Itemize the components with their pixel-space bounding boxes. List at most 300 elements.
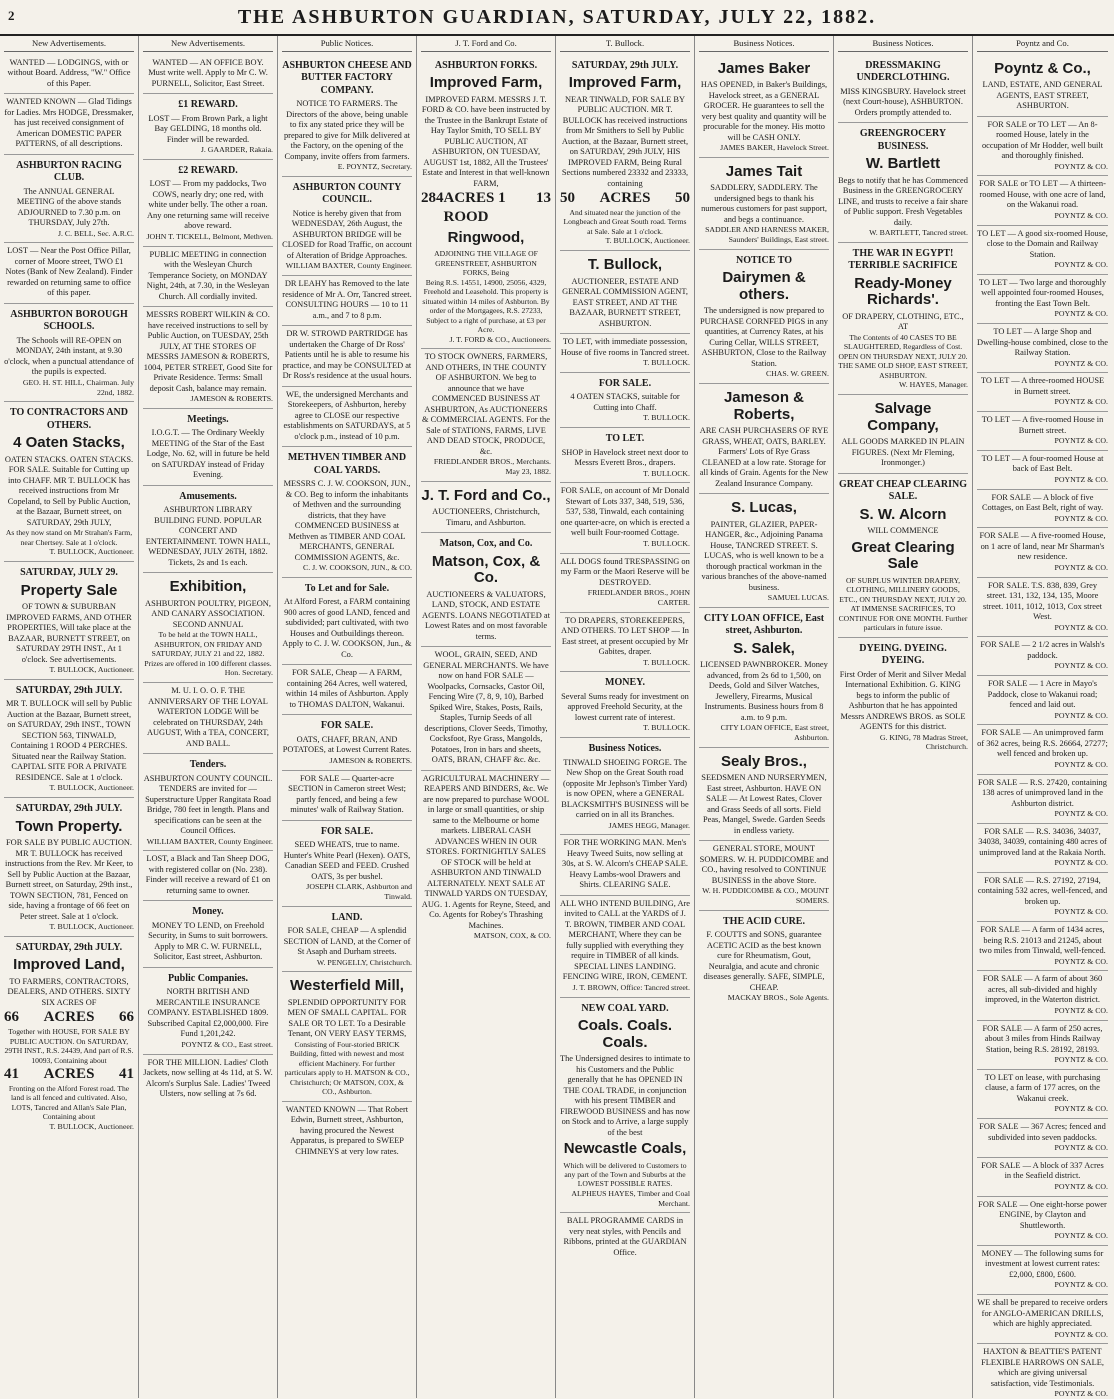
ad-signature: POYNTZ & CO.: [1054, 513, 1108, 523]
advertisement: [282, 326, 412, 387]
advertisement: [143, 573, 273, 683]
advertisement: [4, 402, 134, 562]
advertisement: [560, 334, 690, 373]
ad-body: FOR SALE, CHEAP — A splendid SECTION of LAND, at the Corner of St Asaph and Durham streets.: [283, 926, 411, 957]
ad-body: FOR SALE — 367 Acres; fenced and subdivided into seven paddocks.: [979, 1122, 1106, 1142]
ad-display-line: Jameson & Roberts,: [723, 389, 805, 423]
ad-body: TO LET — A five-roomed House in Burnett street.: [981, 415, 1104, 435]
ad-signature: WILLIAM BAXTER, County Engineer.: [285, 261, 412, 271]
column-header: Public Notices.: [282, 38, 412, 52]
ad-signature: T. BULLOCK.: [643, 538, 690, 548]
advertisement: [282, 1102, 412, 1162]
ad-body: ARE CASH PURCHASERS OF RYE GRASS, WHEAT, OATS, BARLEY. Farmers' Lots of Rye Grass CLEANED at a low rate. Storage for all kinds of Grain. Agents for the New Zealand Insurance Company.: [699, 426, 829, 488]
advertisement: [977, 373, 1108, 412]
advertisement: [699, 384, 829, 494]
ad-signature: POYNTZ & CO.: [1054, 397, 1108, 407]
advertisement: [838, 474, 968, 638]
ad-body: BALL PROGRAMME CARDS in very neat styles, with Pencils and Ribbons, printed at the GUARDIAN Office.: [563, 1216, 687, 1257]
ad-heading: £1 REWARD.: [178, 99, 238, 111]
ad-body-2: To be held at the TOWN HALL, ASHBURTON, ON FRIDAY AND SATURDAY, JULY 21 and 22, 1882. Prizes are offered in 100 different classes.: [144, 630, 272, 668]
ad-body: FOR THE WORKING MAN. Men's Heavy Tweed Suits, now selling at 30s, at S. W. Alcorn's CHEAP SALE. Heavy Lambs-wool Drawers and Shirts. CLEARING SALE.: [562, 838, 688, 890]
ad-body: LAND, ESTATE, AND GENERAL AGENTS, EAST STREET, ASHBURTON.: [982, 80, 1103, 111]
ad-signature: SADDLER AND HARNESS MAKER, Saunders' Buildings, East street.: [705, 225, 829, 245]
advertisement: [282, 665, 412, 715]
ad-figure: ACRES: [43, 1009, 95, 1026]
ad-signature: T. BULLOCK.: [643, 468, 690, 478]
ad-signature: POYNTZ & CO.: [1054, 260, 1108, 270]
advertisement: [977, 676, 1108, 725]
ad-body: The Undersigned desires to intimate to his Customers and the Public generally that he has OPENED IN THE COAL TRADE, in conjunction with his present TIMBER and FIREWOOD BUSINESS and has now on Stock and to Arrive, a large supply of the best: [560, 1054, 691, 1137]
ad-heading: Business Notices.: [588, 743, 662, 755]
ad-figure: ACRES: [599, 190, 651, 207]
ad-figure: ACRES 1 ROOD: [443, 190, 506, 225]
ad-figure-row-2: [4, 1065, 134, 1084]
ad-body: FOR SALE or TO LET — A thirteen-roomed House, with one acre of land, on the Wakanui road.: [979, 179, 1106, 210]
advertisement: [838, 123, 968, 243]
ad-body-2: Which will be delivered to Customers to any part of the Town and Suburbs at the LOWEST POSSIBLE RATES.: [563, 1160, 687, 1189]
ad-body: PAINTER, GLAZIER, PAPER-HANGER, &c., Adjoining Panama House, TANCRED STREET. S. LUCAS, who is well known to be a thorough practical workman in the various branches of the above-named business.: [701, 519, 827, 592]
advertisement: [977, 1119, 1108, 1158]
advertisement: [143, 968, 273, 1055]
ad-signature: POYNTZ & CO.: [1054, 1329, 1108, 1339]
ad-body: FOR SALE — 1 Acre in Mayo's Paddock, close to Wakanui road; fenced and laid out.: [987, 679, 1098, 710]
advertisement: [699, 494, 829, 608]
advertisement: [560, 373, 690, 428]
column-header: Poyntz and Co.: [977, 38, 1108, 52]
ad-body: FOR SALE BY PUBLIC AUCTION. MR T. BULLOCK has received instructions from the Rev. Mr Keer, to Sell by Public Auction at the Bazaar, Burnett street, on Saturday, 29th inst., TOWN SECTION, 781, Fenced on side, having a frontage of 66 feet on Peter street. Sale at 1 o'clock.: [5, 838, 133, 921]
ad-signature: POYNTZ & CO.: [1054, 759, 1108, 769]
ad-body: Several Sums ready for investment on approved Freehold Security, at the lowest current rate of interest.: [561, 691, 689, 722]
ad-signature: J. C. BELL, Sec. A.R.C.: [57, 228, 134, 238]
advertisement: [699, 55, 829, 158]
ad-signature: POYNTZ & CO.: [1054, 1104, 1108, 1114]
advertisement: [4, 304, 134, 402]
ad-signature: POYNTZ & CO.: [1054, 956, 1108, 966]
ad-body: OATEN STACKS. OATEN STACKS. FOR SALE. Suitable for Cutting up into CHAFF. MR T. BULLOCK has received instructions from Mr Copeland, to Sell by Public Auction, at the Bazaar, Burnett street, on SATURDAY, 29th JULY,: [4, 454, 134, 527]
advertisement: [977, 528, 1108, 577]
advertisement: [560, 998, 690, 1214]
ad-signature: T. BULLOCK, Auctioneer.: [49, 665, 134, 675]
ad-signature: JOSEPH CLARK, Ashburton and Tinwald.: [306, 882, 412, 901]
ad-body-2: And situated near the junction of the Longbeach and Great South road. Terms at Sale. Sale at 1 o'clock.: [563, 207, 687, 236]
ad-body: FOR SALE — R.S. 27192, 27194, containing 532 acres, well-fenced, and broken up.: [977, 875, 1108, 906]
advertisement: [560, 835, 690, 896]
ad-signature: JAMES HEGG, Manager.: [608, 820, 690, 830]
ad-body: TO LET — A good six-roomed House, close to the Domain and Railway Station.: [977, 228, 1108, 259]
advertisement: [838, 638, 968, 756]
ad-display-line-2: Great Clearing Sale: [851, 538, 955, 573]
ad-body: I.O.G.T. — The Ordinary Weekly MEETING of the Star of the East Lodge, No. 62, will in future be held on SATURDAY instead of Friday Evening.: [146, 428, 270, 480]
advertisement: [4, 243, 134, 304]
advertisement: [282, 276, 412, 326]
advertisement: [143, 1055, 273, 1104]
ad-signature: GEO. H. ST. HILL, Chairman. July 22nd, 1882.: [22, 377, 134, 397]
ad-signature: W. H. PUDDICOMBE & CO., MOUNT SOMERS.: [702, 886, 829, 906]
ad-body: The undersigned is now prepared to PURCHASE CORNFED PIGS in any quantities, at Currency Rates, at his Curing Cellar, WILLS STREET, ASHBURTON, Close to the Railway Station.: [700, 306, 828, 368]
advertisement: [699, 158, 829, 250]
ad-signature: T. BULLOCK.: [643, 723, 690, 733]
advertisement: [699, 748, 829, 842]
advertisement: [282, 715, 412, 770]
ad-signature: POYNTZ & CO.: [1054, 710, 1108, 720]
ad-signature: MATSON, COX, & CO.: [473, 931, 551, 941]
ad-signature: POYNTZ & CO.: [1054, 1389, 1108, 1398]
ad-signature: POYNTZ & CO.: [1054, 907, 1108, 917]
ad-signature: POYNTZ & CO.: [1054, 1280, 1108, 1290]
advertisement: [838, 55, 968, 124]
ad-body: FOR SALE — 2 1/2 acres in Walsh's paddock.: [980, 640, 1105, 660]
ad-body: F. COUTTS and SONS, guarantee ACETIC ACID as the best known cure for Rheumatism, Gout, Neuralgia, and acute and chronic diseases generally. SAFE, SIMPLE, CHEAP.: [703, 930, 825, 992]
ad-body: AUCTIONEER, ESTATE AND GENERAL COMMISSION AGENT, EAST STREET, AND AT THE BAZAAR, BURNETT STREET, ASHBURTON.: [562, 276, 688, 328]
ad-heading: Matson, Cox, and Co.: [439, 538, 533, 550]
ad-display-line: Salvage Company,: [867, 400, 939, 434]
ad-signature: POYNTZ & CO.: [1054, 474, 1108, 484]
ad-display-line: James Baker: [717, 59, 811, 77]
ad-signature: FRIEDLANDER BROS., Merchants. May 23, 1882.: [433, 457, 551, 477]
ad-body: FOR SALE, Cheap — A FARM, containing 264 Acres, well watered, within 14 miles of Ashburton. Apply to THOMAS DALTON, Wakanui.: [285, 668, 409, 709]
ad-heading: FOR SALE.: [598, 377, 652, 389]
ad-heading: TO LET.: [605, 433, 645, 445]
column-2: [139, 36, 278, 1398]
ad-body: FOR SALE — An unimproved farm of 362 acres, being R.S. 26664, 27277; well fenced and broken up.: [977, 728, 1108, 759]
advertisement: [977, 226, 1108, 275]
advertisement: [977, 873, 1108, 922]
ad-body: WOOL, GRAIN, SEED, AND GENERAL MERCHANTS. We have now on hand FOR SALE — Woolpacks, Cornsacks, Castor Oil, Fencing Wire (7, 8, 9, 10), Barbed Spiked Wire, Stakes, Posts, Rails, Staples, Turnip Seeds of all descriptions, Clover Seeds, Timothy, Cocksfoot, Rye Grass, Mangolds, Potatoes, Iron in bars and sheets, OATS, BRAN, CHAFF &c. &c.: [423, 650, 549, 765]
ad-signature: POYNTZ & CO.: [1054, 309, 1108, 319]
ad-signature: T. BULLOCK, Auctioneer.: [49, 547, 134, 557]
column-header: Business Notices.: [838, 38, 968, 52]
newspaper-title: THE ASHBURTON GUARDIAN, SATURDAY, JULY 22, 1882.: [237, 6, 877, 28]
ad-heading: Tenders.: [189, 759, 227, 771]
ad-signature: JAMES BAKER, Havelock Street.: [720, 143, 829, 153]
advertisement: [143, 754, 273, 851]
ad-display-line: Ready-Money Richards'.: [854, 274, 952, 309]
ad-body: Begs to notify that he has Commenced Business in the GREENGROCERY LINE, and trusts to receive a fair share of Public support. Fresh Vegetables daily.: [838, 175, 968, 227]
ad-heading: SATURDAY, 29th JULY.: [571, 59, 679, 71]
ad-display-line: Sealy Bros.,: [721, 752, 807, 770]
advertisement: [282, 387, 412, 448]
column-header: New Advertisements.: [4, 38, 134, 52]
ad-body: FOR SALE, on account of Mr Donald Stewart of Lots 337, 348, 519, 536, 537, 538, Tinwald, each containing one quarter-acre, on which is erected a well built Four-roomed Cottage.: [560, 486, 690, 538]
advertisement: [4, 94, 134, 155]
ad-heading: ASHBURTON FORKS.: [434, 59, 538, 71]
advertisement: [977, 176, 1108, 225]
ad-heading: SATURDAY, 29th JULY.: [15, 684, 123, 696]
ad-body: OATS, CHAFF, BRAN, AND POTATOES, at Lowest Current Rates.: [282, 734, 412, 755]
ad-signature: POYNTZ & CO.: [1054, 1181, 1108, 1191]
advertisement: [143, 683, 273, 754]
ad-body: ALL WHO INTEND BUILDING, Are invited to CALL at the YARDS of J. T. BROWN, TIMBER AND COAL MERCHANT, Where they can be fully supplied with everything they require in TIMBER of all kinds. SPECIAL LINES LANDING. FENCING WIRE, IRON, CEMENT.: [560, 898, 691, 982]
advertisement: [4, 937, 134, 1136]
ad-heading: LAND.: [331, 911, 363, 923]
advertisement: [560, 613, 690, 673]
column-5: [556, 36, 695, 1398]
ad-heading: GREAT CHEAP CLEARING SALE.: [839, 478, 967, 503]
ad-body: GENERAL STORE, MOUNT SOMERS. W. H. PUDDICOMBE and CO., having resolved to CONTINUE BUSINESS in the above Store.: [699, 844, 829, 885]
advertisement: [560, 896, 690, 998]
ad-heading: CITY LOAN OFFICE, East street, Ashburton.: [703, 612, 825, 637]
column-header: Business Notices.: [699, 38, 829, 52]
ad-heading: GREENGROCERY BUSINESS.: [859, 128, 947, 152]
ad-signature: POYNTZ & CO.: [1054, 436, 1108, 446]
ad-body: Notice is hereby given that from WEDNESDAY, 26th August, the ASHBURTON BRIDGE will be CLOSED for Road Traffic, on account of Alteration of Bridge Approaches.: [282, 208, 412, 260]
ad-body: LOST — Near the Post Office Pillar, corner of Moore street, TWO £1 Notes (Bank of New Zealand). Finder rewarded on returning same to office of this paper.: [5, 246, 133, 298]
advertisement: [977, 55, 1108, 117]
ad-body: TO LET, with immediate possession, House of five rooms in Tancred street.: [560, 337, 690, 357]
ad-figure-row: [4, 1008, 134, 1027]
ad-display-line: Matson, Cox, & Co.: [431, 552, 541, 587]
ad-signature: JAMESON & ROBERTS.: [329, 755, 412, 765]
ad-heading: Money.: [192, 906, 224, 918]
ad-signature: J. T. FORD & CO., Auctioneers.: [449, 334, 551, 344]
advertisement: [977, 490, 1108, 529]
ad-body: HAXTON & BEATTIE'S PATENT FLEXIBLE HARROWS ON SALE, which are giving universal satisfaction, vide Testimonials.: [981, 1347, 1104, 1388]
advertisement: [143, 307, 273, 409]
advertisement: [143, 247, 273, 308]
ad-body: SEED WHEATS, true to name. Hunter's White Pearl (Hexen). OATS, Canadian SEED and FEED. Crushed OATS, 3s per bushel.: [283, 840, 411, 881]
ad-heading: ASHBURTON RACING CLUB.: [16, 159, 122, 184]
ad-signature: G. KING, 78 Madras Street, Christchurch.: [879, 732, 968, 752]
ad-body: TO LET — Two large and thoroughly well appointed four-roomed Houses, fronting the East Town Belt.: [978, 277, 1107, 308]
newspaper-columns: [0, 36, 1114, 1398]
ad-signature: W. BARTLETT, Tancred street.: [869, 228, 968, 238]
advertisement: [143, 851, 273, 901]
ad-body: WANTED KNOWN — That Robert Edwin, Burnett street, Ashburton, having procured the Newest Apparatus, is prepared to SWEEP CHIMNEYS at very low rates.: [285, 1104, 409, 1156]
ad-signature: C. J. W. COOKSON, JUN., & CO.: [303, 563, 412, 573]
ad-body: LOST, a Black and Tan Sheep DOG, with registered collar on (No. 238). Finder will receive a reward of £1 on returning same to owner.: [145, 854, 271, 895]
ad-body: ASHBURTON LIBRARY BUILDING FUND. POPULAR CONCERT AND ENTERTAINMENT. TOWN HALL, WEDNESDAY, JULY 26TH, 1882. Tickets, 2s and 1s each.: [145, 505, 271, 567]
ad-signature: POYNTZ & CO.: [1054, 858, 1108, 868]
advertisement: [977, 578, 1108, 638]
advertisement: [421, 349, 551, 481]
ad-display-line: Improved Farm,: [429, 74, 543, 92]
ad-body: TO LET on lease, with purchasing clause, a farm of 177 acres, on the Wakanui creek.: [984, 1072, 1101, 1103]
advertisement: [421, 533, 551, 647]
ad-signature: SAMUEL LUCAS.: [767, 593, 829, 603]
ad-signature: POYNTZ & CO.: [1054, 661, 1108, 671]
ad-body: WANTED KNOWN — Glad Tidings for Ladies. Mrs HODGE, Dressmaker, has just received consignment of American DOMESTIC PAPER PATTERNS, of all descriptions.: [4, 97, 134, 149]
ad-signature: T. BULLOCK.: [643, 657, 690, 667]
ad-body: FOR SALE — Quarter-acre SECTION in Cameron street West; partly fenced, and being a few minutes' walk of Railway Station.: [288, 773, 406, 815]
advertisement: [4, 155, 134, 244]
advertisement: [4, 55, 134, 95]
ad-body: FOR SALE — One eight-horse power ENGINE, by Clayton and Shuttleworth.: [978, 1199, 1107, 1230]
ad-body: AUCTIONEERS & VALUATORS, LAND, STOCK, AND ESTATE AGENTS. LOANS NEGOTIATED at Lowest Rates and on most favorable terms.: [422, 589, 550, 641]
ad-display-line: Coals. Coals. Coals.: [577, 1017, 673, 1051]
ad-signature: J. GAARDER, Rakaia.: [200, 145, 273, 155]
ad-body: AUCTIONEERS, Christchurch, Timaru, and Ashburton.: [432, 507, 540, 527]
ad-heading: FOR SALE.: [320, 720, 374, 732]
advertisement: [977, 922, 1108, 971]
ad-signature: T. BULLOCK.: [643, 413, 690, 423]
ad-heading: To Let and for Sale.: [304, 582, 390, 594]
advertisement: [143, 94, 273, 160]
ad-body: MISS KINGSBURY. Havelock street (next Court-house), ASHBURTON. Orders promptly attended to.: [840, 86, 966, 117]
ad-body: FOR SALE — A block of 337 Acres in the Seafield district.: [981, 1160, 1104, 1181]
advertisement: [282, 578, 412, 666]
ad-body: FOR SALE — A block of five Cottages, on East Belt, right of way.: [981, 492, 1104, 513]
ad-heading: THE WAR IN EGYPT! TERRIBLE SACRIFICE: [848, 247, 958, 272]
ad-figure: 13: [536, 190, 551, 207]
ad-signature: POYNTZ & CO.: [1054, 809, 1108, 819]
ad-heading: Amusements.: [179, 490, 237, 502]
column-header: J. T. Ford and Co.: [421, 38, 551, 52]
ad-body: MONEY — The following sums for investment at lowest current rates: £2,000, £800, £600.: [981, 1248, 1104, 1279]
ad-body: FOR SALE or TO LET — An 8-roomed House, lately in the occupation of Mr Hodder, well built and thoroughly finished.: [981, 119, 1104, 161]
ad-display-line: Town Property.: [15, 817, 123, 835]
ad-display-line: Improved Farm,: [568, 74, 682, 92]
ad-figure: 50: [560, 190, 575, 207]
advertisement: [977, 775, 1108, 824]
ad-body: The Schools will RE-OPEN on MONDAY, 24th instant, at 9.30 o'clock, when a punctual attendance of the pupils is expected.: [4, 335, 134, 377]
ad-body: OF TOWN & SUBURBAN IMPROVED FARMS, AND OTHER PROPERTIES, Will take place at the BAZAAR, BURNETT STREET, on SATURDAY 29TH INST., At 1 o'clock. See advertisements.: [6, 602, 132, 664]
column-3: [278, 36, 417, 1398]
advertisement: [977, 824, 1108, 873]
ad-signature: POYNTZ & CO.: [1054, 562, 1108, 572]
ad-body: WANTED — LODGINGS, with or without Board. Address, "W." Office of this Paper.: [7, 57, 131, 88]
ad-body: NOTICE TO FARMERS. The Directors of the above, being unable to fix any stated price they will be prepared to give for Milk delivered at the Factory, on the opening of the Company, invite offers from farmers.: [283, 99, 411, 161]
advertisement: [282, 55, 412, 177]
advertisement: [143, 486, 273, 574]
advertisement: [977, 1021, 1108, 1070]
ad-display-line-2: Newcastle Coals,: [563, 1140, 687, 1158]
ad-figure: 284: [421, 190, 444, 207]
advertisement: [977, 725, 1108, 774]
ad-body: TO LET — A three-roomed HOUSE in Burnett street.: [980, 376, 1105, 396]
ad-heading: SATURDAY, JULY 29.: [20, 567, 118, 579]
ad-body: NORTH BRITISH AND MERCANTILE INSURANCE COMPANY. ESTABLISHED 1809. Subscribed Capital £2,000,000. Fire Fund 1,201,242.: [147, 987, 269, 1039]
ad-heading: FOR SALE.: [320, 825, 374, 837]
ad-signature: T. BULLOCK, Auctioneer.: [605, 236, 690, 246]
ad-heading: MONEY.: [605, 677, 645, 689]
ad-body-3: Fronting on the Alford Forest road. The land is all fenced and cultivated. Also, LOTS, Tancred and Allan's Sale Plan, Containing about: [8, 1083, 130, 1122]
advertisement: [838, 395, 968, 474]
ad-body: LOST — From my paddocks, Two COWS, nearly dry; one red, with white under belly. The other a roan. Any one returning same will receive above reward.: [146, 179, 270, 231]
ad-body: WILL COMMENCE: [867, 526, 939, 536]
advertisement: [977, 1158, 1108, 1197]
ad-body: MR T. BULLOCK will sell by Public Auction at the Bazaar, Burnett street, on SATURDAY, 29th INST., TOWN SECTION 563, TINWALD, Containing 1 ROOD 4 PERCHES. Situated near the Railway Station. CAPITAL SITE FOR A PRIVATE RESIDENCE. Sale at 1 o'clock.: [5, 699, 133, 782]
ad-body: PUBLIC MEETING in connection with the Wesleyan Church Temperance Society, on MONDAY Night, 24th, at 7.30, in the Wesleyan Church. All cordially invited.: [146, 249, 270, 301]
ad-body: TO LET — A large Shop and Dwelling-house combined, close to the Railway Station.: [977, 327, 1108, 358]
column-4: [417, 36, 556, 1398]
ad-signature: T. BULLOCK, Auctioneer.: [49, 1121, 134, 1131]
ad-body: FOR SALE — A farm of 1434 acres, being R.S. 21013 and 21245, about two miles from Tinwald, well-fenced.: [979, 925, 1106, 956]
advertisement: [143, 901, 273, 968]
advertisement: [282, 447, 412, 578]
ad-signature: POYNTZ & CO.: [1054, 1005, 1108, 1015]
ad-signature: W. PENGELLY, Christchurch.: [316, 957, 412, 967]
ad-figure: 41: [4, 1066, 19, 1083]
ad-figure: ACRES: [43, 1066, 95, 1083]
advertisement: [977, 412, 1108, 451]
ad-body: ASHBURTON COUNTY COUNCIL. TENDERS are invited for — Superstructure Upper Rangitata Road Bridge, 780 feet in length. Plans and specifications can be seen at the Council Offices.: [143, 773, 273, 836]
advertisement: [977, 275, 1108, 324]
advertisement: [143, 55, 273, 95]
ad-body: FOR SALE — A farm of about 360 acres, all sub-divided and highly improved, in the Waterton district.: [982, 974, 1103, 1005]
advertisement: [560, 672, 690, 738]
advertisement: [977, 637, 1108, 676]
advertisement: [282, 907, 412, 973]
advertisement: [421, 771, 551, 945]
ad-body: TO STOCK OWNERS, FARMERS, AND OTHERS, IN THE COUNTY OF ASHBURTON. We beg to announce that we have COMMENCED BUSINESS AT ASHBURTON, As AUCTIONEERS & COMMERCIAL AGENTS. For the Sale of STATIONS, FARMS, LIVE AND DEAD STOCK, PRODUCE, &c.: [422, 352, 550, 456]
ad-signature: CITY LOAN OFFICE, East street, Ashburton.: [720, 723, 829, 743]
ad-body-2: The Contents of 40 CASES TO BE SLAUGHTERED, Regardless of Cost. OPEN ON THURSDAY NEXT, JULY 20. THE SAME OLD SHOP, EAST STREET, ASHBURTON.: [838, 332, 968, 380]
advertisement: [421, 647, 551, 771]
ad-display-line: S. Lucas,: [731, 499, 797, 517]
ad-heading: ASHBURTON COUNTY COUNCIL.: [292, 181, 402, 206]
ad-signature: POYNTZ & CO.: [1054, 622, 1108, 632]
ad-body: SHOP in Havelock street next door to Messrs Everett Bros., drapers.: [561, 447, 689, 468]
ad-heading: SATURDAY, 29th JULY.: [15, 803, 123, 815]
ad-heading: Meetings.: [187, 413, 229, 425]
ad-body: ALL GOODS MARKED IN PLAIN FIGURES. (Next Mr Fleming, Ironmonger.): [841, 437, 965, 468]
ad-signature: WILLIAM BAXTER, County Engineer.: [146, 836, 273, 846]
ad-display-line: W. Bartlett: [865, 155, 941, 173]
advertisement: [143, 409, 273, 486]
ad-heading: NOTICE TO: [735, 254, 793, 266]
ad-signature: ALPHEUS HAYES, Timber and Coal Merchant.: [571, 1188, 690, 1208]
ad-signature: T. BULLOCK, Auctioneer.: [49, 783, 134, 793]
ad-body: WE shall be prepared to receive orders for ANGLO-AMERICAN DRILLS, which are highly appreciated.: [977, 1298, 1108, 1329]
ad-display-line: Dairymen & others.: [722, 269, 806, 303]
advertisement: [977, 1070, 1108, 1119]
ad-body: MESSRS ROBERT WILKIN & CO. have received instructions to sell by Public Auction, on TUESDAY, 25th JULY, AT THE STORES OF MESSRS JAMESON & ROBERTS, 1004, PETER STREET, Good Site for Private Residence. Terms: Small deposit Cash, balance may remain.: [143, 310, 273, 393]
ad-body: The ANNUAL GENERAL MEETING of the above stands ADJOURNED to 7.30 p.m. on THURSDAY, July 27th.: [16, 186, 122, 228]
ad-body: SADDLERY, SADDLERY. The undersigned begs to thank his numerous customers for past support, and begs a continuance.: [701, 183, 827, 224]
advertisement: [560, 251, 690, 334]
ad-body: FOR SALE — R.S. 27420, containing 138 acres of unimproved land in the Ashburton district.: [978, 777, 1107, 808]
ad-figure: 41: [118, 1066, 134, 1083]
ad-body: At Alford Forest, a FARM containing 900 acres of good LAND, fenced and subdivided; part cultivated, with two Houses and Outbuildings thereon. Apply to C. J. W. COOKSON, Jun., & Co.: [282, 597, 412, 659]
advertisement: [977, 1295, 1108, 1344]
advertisement: [4, 562, 134, 680]
ad-body: LOST — From Brown Park, a light Bay GELDING, 18 months old. Finder will be rewarded.: [148, 113, 268, 144]
ad-figure-row: [421, 189, 551, 227]
ad-heading: SATURDAY, 29th JULY.: [15, 941, 123, 953]
advertisement: [699, 841, 829, 910]
ad-heading: ASHBURTON BOROUGH SCHOOLS.: [10, 308, 128, 333]
ad-display-line: Poyntz & Co.,: [994, 59, 1091, 77]
ad-body: FOR SALE — A five-roomed House, on 1 acre of land, near Mr Sharman's new residence.: [979, 531, 1106, 562]
masthead: [0, 0, 1114, 36]
advertisement: [282, 972, 412, 1101]
ad-signature: POYNTZ & CO.: [1054, 1055, 1108, 1065]
ad-body: First Order of Merit and Silver Medal International Exhibition. G. KING begs to inform the public of Ashburton that he has appointed Messrs ANDREWS BROS. as SOLE AGENTS for this district.: [839, 669, 967, 732]
advertisement: [838, 243, 968, 395]
ad-body-2: As they now stand on Mr Strahan's Farm, near Chertsey. Sale at 1 o'clock.: [5, 528, 133, 547]
ad-heading: £2 REWARD.: [178, 164, 238, 176]
ad-heading: TO CONTRACTORS AND OTHERS.: [10, 407, 128, 431]
ad-body-2: Together with HOUSE, FOR SALE BY PUBLIC AUCTION. On SATURDAY, 29TH INST., R.S. 24439, And part of R.S. 10093, Containing about: [4, 1027, 134, 1065]
ad-body: ASHBURTON POULTRY, PIGEON, AND CANARY ASSOCIATION. SECOND ANNUAL: [145, 598, 271, 629]
ad-body: MONEY TO LEND, on Freehold Security, in Sums to suit borrowers. Apply to MR C. W. FURNELL, Solicitor, East street, Ashburton.: [148, 920, 268, 962]
ad-signature: MACKAY BROS., Sole Agents.: [727, 993, 829, 1003]
ad-figure: 50: [674, 190, 690, 207]
advertisement: [977, 117, 1108, 177]
column-6: [695, 36, 834, 1398]
advertisement: [560, 554, 690, 613]
ad-display-line: James Tait: [725, 162, 803, 180]
ad-body: IMPROVED FARM. MESSRS J. T. FORD & CO. have been instructed by the Trustee in the Bankrupt Estate of Hay Taylor Smith, TO SELL BY PUBLIC AUCTION, AT ASHBURTON, ON TUESDAY, AUGUST 1st, 1882, All the Trustees' Estate and Interest in that well-known FARM,: [421, 94, 551, 188]
ad-heading: THE ACID CURE.: [723, 915, 805, 927]
advertisement: [560, 428, 690, 483]
ad-body-2: ADJOINING THE VILLAGE OF GREENSTREET, ASHBURTON FORKS, Being: [434, 249, 538, 278]
advertisement: [977, 1344, 1108, 1398]
ad-body: OF DRAPERY, CLOTHING, ETC., AT: [842, 311, 964, 332]
advertisement: [282, 177, 412, 276]
ad-body: WANTED — AN OFFICE BOY. Must write well. Apply to Mr C. W. PURNELL, Solicitor, East Street.: [148, 57, 268, 88]
advertisement: [560, 55, 690, 251]
